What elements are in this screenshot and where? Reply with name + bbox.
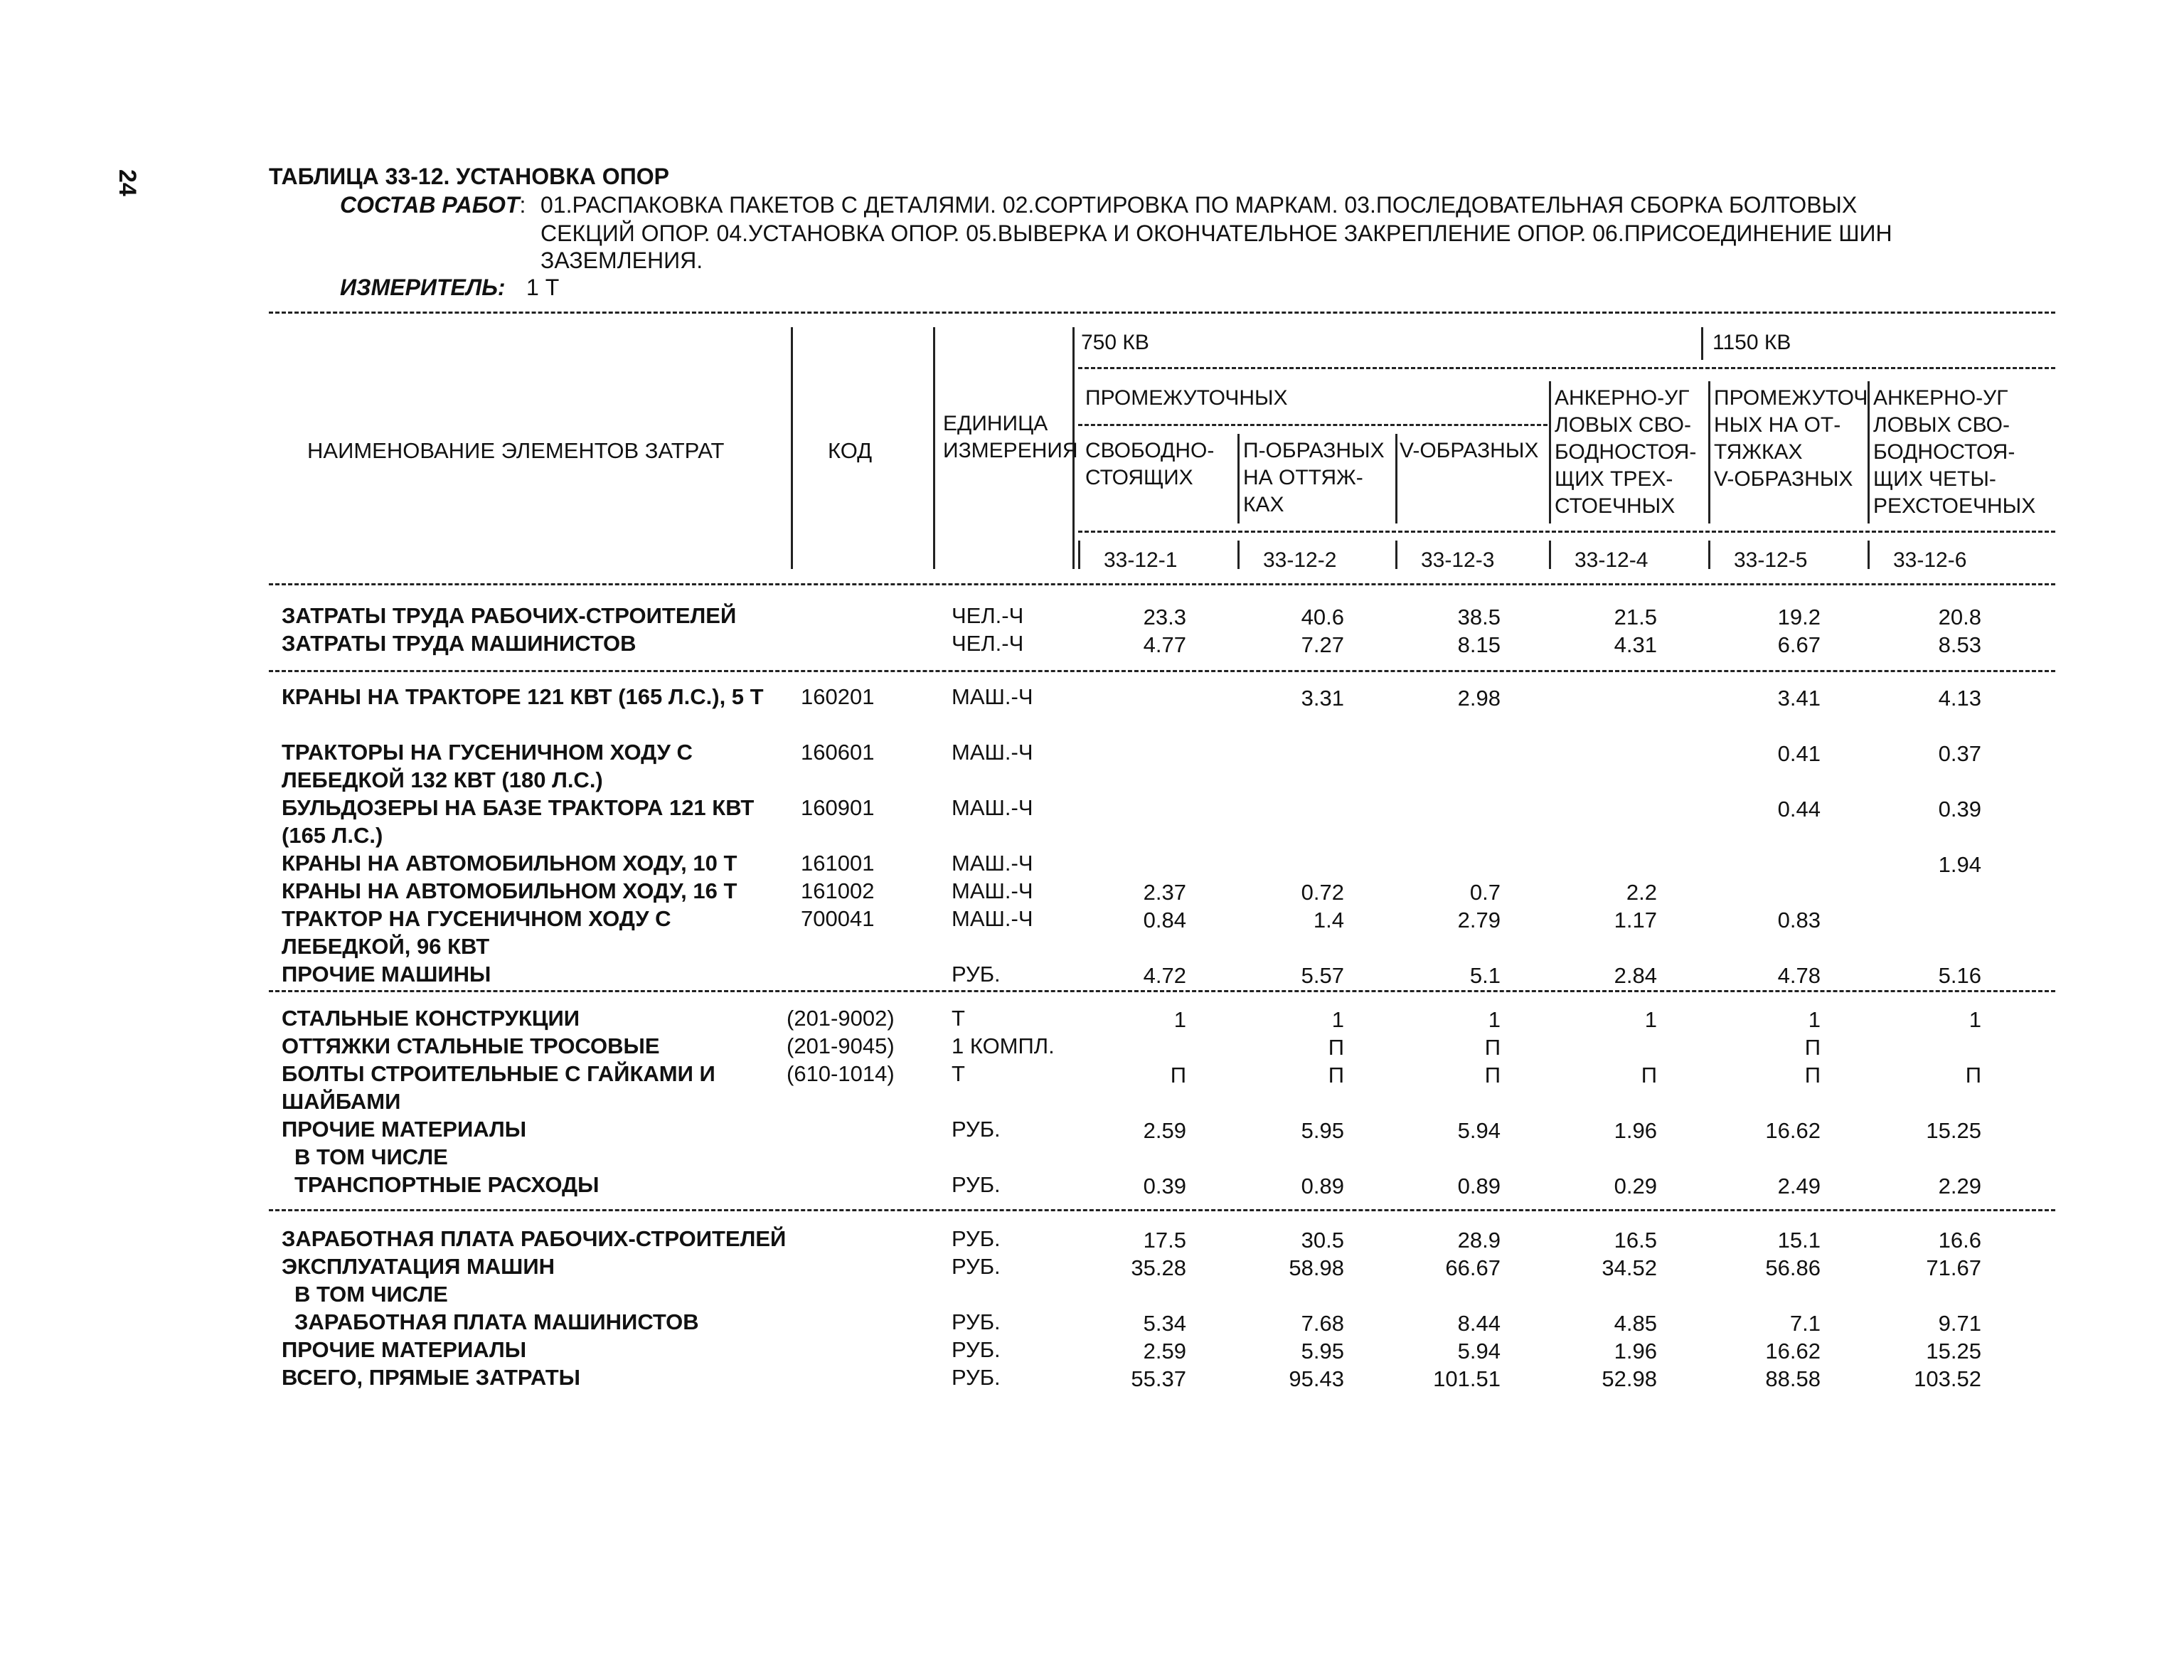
header-col2-c: КАХ [1243,493,1284,516]
row-value: 1.17 [1614,908,1657,932]
row-value: 35.28 [1131,1255,1186,1280]
col-separator [1868,381,1870,523]
row-value: 17.5 [1143,1228,1186,1253]
row-unit: РУБ. [952,1254,1001,1279]
row-value: 3.41 [1777,686,1821,711]
row-value: П [1965,1063,1981,1088]
row-value: 0.7 [1469,880,1501,905]
row-value: 40.6 [1301,605,1344,629]
row-value: 95.43 [1289,1366,1344,1391]
row-unit: МАШ.-Ч [952,684,1033,709]
work-line-3: ЗАЗЕМЛЕНИЯ. [540,248,703,273]
row-value: 58.98 [1289,1255,1344,1280]
row-unit: Т [952,1006,965,1031]
header-750kv: 750 КВ [1081,331,1149,354]
col-separator [1237,541,1240,569]
work-line-2: СЕКЦИЙ ОПОР. 04.УСТАНОВКА ОПОР. 05.ВЫВЕРКА И ОКОНЧАТЕЛЬНОЕ ЗАКРЕПЛЕНИЕ ОПОР. 06.ПРИСОЕДИНЕНИЕ ШИН [540,220,1892,246]
row-value: 8.53 [1938,632,1981,657]
row-name: ПРОЧИЕ МАШИНЫ [282,962,491,987]
row-unit: МАШ.-Ч [952,851,1033,876]
row-value: 15.25 [1926,1118,1981,1143]
row-value: 2.59 [1143,1118,1186,1143]
row-value: 5.95 [1301,1118,1344,1143]
row-value: 5.34 [1143,1311,1186,1336]
row-value: 8.44 [1457,1311,1501,1336]
header-col3: V-ОБРАЗНЫХ [1400,439,1539,462]
col-separator [1708,541,1710,569]
row-value: 28.9 [1457,1228,1501,1253]
rule [269,990,2055,992]
row-name: БОЛТЫ СТРОИТЕЛЬНЫЕ С ГАЙКАМИ И ШАЙБАМИ [282,1061,715,1114]
row-code: 161002 [801,878,875,903]
header-col4-d: ЩИХ ТРЕХ- [1555,467,1673,491]
col-separator [1237,434,1240,523]
row-value: 1 [1173,1007,1186,1032]
row-value: 4.72 [1143,963,1186,988]
row-name: КРАНЫ НА АВТОМОБИЛЬНОМ ХОДУ, 10 Т [282,851,737,876]
header-col1-a: СВОБОДНО- [1085,439,1215,462]
header-col6-d: ЩИХ ЧЕТЫ- [1873,467,1996,491]
row-value: 56.86 [1765,1255,1821,1280]
row-value: 1.96 [1614,1339,1657,1363]
row-code: 160201 [801,684,875,709]
row-value: 15.1 [1777,1228,1821,1253]
row-code: (610-1014) [787,1061,895,1086]
row-name: КРАНЫ НА ТРАКТОРЕ 121 КВТ (165 Л.С.), 5 Т [282,684,764,709]
row-value: 6.67 [1777,632,1821,657]
row-code: 161001 [801,851,875,876]
header-col5-b: НЫХ НА ОТ- [1714,413,1841,437]
row-unit: РУБ. [952,1226,1001,1251]
row-value: 1.4 [1313,908,1344,932]
row-value: 7.27 [1301,632,1344,657]
row-value: 5.1 [1469,963,1501,988]
row-name: ЗАРАБОТНАЯ ПЛАТА МАШИНИСТОВ [294,1309,699,1334]
header-col6-c: БОДНОСТОЯ- [1873,440,2015,464]
row-unit: МАШ.-Ч [952,740,1033,765]
header-code-2: 33-12-2 [1263,548,1337,572]
row-value: 16.5 [1614,1228,1657,1253]
row-value: 0.29 [1614,1174,1657,1198]
row-name: КРАНЫ НА АВТОМОБИЛЬНОМ ХОДУ, 16 Т [282,878,737,903]
header-col2-a: П-ОБРАЗНЫХ [1243,439,1385,462]
row-unit: МАШ.-Ч [952,906,1033,931]
rule [269,1209,2055,1211]
row-value: 101.51 [1433,1366,1501,1391]
col-separator [1868,541,1870,569]
row-value: 21.5 [1614,605,1657,629]
col-separator [1549,541,1551,569]
header-col1-b: СТОЯЩИХ [1085,466,1193,489]
header-col4-e: СТОЕЧНЫХ [1555,494,1676,518]
row-value: 38.5 [1457,605,1501,629]
row-value: 9.71 [1938,1311,1981,1336]
row-value: 4.77 [1143,632,1186,657]
row-value: 0.84 [1143,908,1186,932]
row-code: 700041 [801,906,875,931]
header-col4-c: БОДНОСТОЯ- [1555,440,1697,464]
row-value: 1 [1331,1007,1344,1032]
row-value: 5.16 [1938,963,1981,988]
row-unit: МАШ.-Ч [952,878,1033,903]
row-value: 1.94 [1938,852,1981,877]
row-value: 1 [1488,1007,1501,1032]
row-unit: 1 КОМПЛ. [952,1033,1055,1058]
row-value: 5.94 [1457,1339,1501,1363]
row-value: П [1804,1063,1821,1088]
row-value: 88.58 [1765,1366,1821,1391]
row-name: БУЛЬДОЗЕРЫ НА БАЗЕ ТРАКТОРА 121 КВТ (165 Л.С.) [282,795,755,848]
rule [269,312,2055,314]
row-value: 5.57 [1301,963,1344,988]
row-value: 30.5 [1301,1228,1344,1253]
rule [1078,531,2055,533]
col-separator [1701,327,1703,360]
row-code: (201-9002) [787,1006,895,1031]
row-value: 1 [1644,1007,1657,1032]
row-name: ВСЕГО, ПРЯМЫЕ ЗАТРАТЫ [282,1365,580,1390]
row-value: П [1641,1063,1657,1088]
row-name: В ТОМ ЧИСЛЕ [294,1144,448,1169]
row-value: П [1328,1035,1344,1060]
row-value: 16.62 [1765,1339,1821,1363]
header-col5-c: ТЯЖКАХ [1714,440,1803,464]
row-value: 15.25 [1926,1339,1981,1363]
header-col2-b: НА ОТТЯЖ- [1243,466,1363,489]
row-name: ЗАТРАТЫ ТРУДА РАБОЧИХ-СТРОИТЕЛЕЙ [282,603,737,628]
row-value: 0.83 [1777,908,1821,932]
header-code-3: 33-12-3 [1421,548,1495,572]
row-value: 2.59 [1143,1339,1186,1363]
row-value: 52.98 [1602,1366,1657,1391]
row-value: 7.68 [1301,1311,1344,1336]
row-unit: РУБ. [952,962,1001,987]
row-value: 8.15 [1457,632,1501,657]
row-value: 0.41 [1777,741,1821,766]
row-value: 4.13 [1938,686,1981,711]
row-value: 1 [1808,1007,1821,1032]
row-name: ТРАКТОР НА ГУСЕНИЧНОМ ХОДУ С ЛЕБЕДКОЙ, 96 КВТ [282,906,671,959]
row-value: 23.3 [1143,605,1186,629]
row-name: ПРОЧИЕ МАТЕРИАЛЫ [282,1117,527,1142]
row-unit: РУБ. [952,1337,1001,1362]
work-line-1: 01.РАСПАКОВКА ПАКЕТОВ С ДЕТАЛЯМИ. 02.СОРТИРОВКА ПО МАРКАМ. 03.ПОСЛЕДОВАТЕЛЬНАЯ СБОРКА БОЛТОВЫХ [540,192,1858,218]
row-value: 4.85 [1614,1311,1657,1336]
row-value: 5.95 [1301,1339,1344,1363]
row-value: 2.84 [1614,963,1657,988]
header-col4-a: АНКЕРНО-УГ [1555,386,1690,410]
rule [1078,367,2055,369]
row-code: (201-9045) [787,1033,895,1058]
rule [269,670,2055,672]
table-title: ТАБЛИЦА 33-12. УСТАНОВКА ОПОР [269,164,669,189]
row-value: 0.39 [1938,797,1981,822]
row-value: 2.98 [1457,686,1501,711]
row-value: 3.31 [1301,686,1344,711]
row-unit: РУБ. [952,1309,1001,1334]
row-code: 160601 [801,740,875,765]
row-value: 0.89 [1301,1174,1344,1198]
row-value: 1.96 [1614,1118,1657,1143]
measure-value: 1 Т [526,275,560,300]
header-col5-a: ПРОМЕЖУТОЧ [1714,386,1868,410]
header-col4-b: ЛОВЫХ СВО- [1555,413,1691,437]
header-col6-e: РЕХСТОЕЧНЫХ [1873,494,2036,518]
row-value: 5.94 [1457,1118,1501,1143]
row-value: 34.52 [1602,1255,1657,1280]
row-name: ЗАРАБОТНАЯ ПЛАТА РАБОЧИХ-СТРОИТЕЛЕЙ [282,1226,787,1251]
page-number: 24 [114,169,141,196]
row-value: 2.79 [1457,908,1501,932]
row-name: ЭКСПЛУАТАЦИЯ МАШИН [282,1254,555,1279]
row-value: 0.37 [1938,741,1981,766]
row-value: 0.72 [1301,880,1344,905]
header-unit-2: ИЗМЕРЕНИЯ [943,439,1078,462]
row-value: 2.49 [1777,1174,1821,1198]
col-separator [1078,541,1080,569]
row-value: 71.67 [1926,1255,1981,1280]
header-code-4: 33-12-4 [1575,548,1648,572]
row-value: П [1804,1035,1821,1060]
header-unit-1: ЕДИНИЦА [943,412,1048,435]
row-value: 1 [1969,1007,1981,1032]
col-separator [1395,541,1397,569]
row-value: 2.29 [1938,1174,1981,1198]
row-value: 16.6 [1938,1228,1981,1253]
col-separator [1708,381,1710,523]
col-separator [791,327,793,569]
rule [1078,424,1548,426]
row-name: ПРОЧИЕ МАТЕРИАЛЫ [282,1337,527,1362]
row-value: 20.8 [1938,605,1981,629]
row-name: ЗАТРАТЫ ТРУДА МАШИНИСТОВ [282,631,636,656]
row-value: 0.44 [1777,797,1821,822]
row-unit: РУБ. [952,1365,1001,1390]
row-name: ОТТЯЖКИ СТАЛЬНЫЕ ТРОСОВЫЕ [282,1033,660,1058]
work-label: СОСТАВ РАБОТ: [340,192,526,218]
row-unit: РУБ. [952,1117,1001,1142]
measure-label: ИЗМЕРИТЕЛЬ: [340,275,506,300]
header-code: КОД [828,438,873,463]
row-value: 0.39 [1143,1174,1186,1198]
row-value: 66.67 [1445,1255,1501,1280]
row-value: 4.78 [1777,963,1821,988]
header-col6-b: ЛОВЫХ СВО- [1873,413,2010,437]
row-value: 7.1 [1789,1311,1821,1336]
header-code-5: 33-12-5 [1734,548,1808,572]
header-1150kv: 1150 КВ [1712,331,1791,354]
row-name: В ТОМ ЧИСЛЕ [294,1282,448,1307]
row-unit: ЧЕЛ.-Ч [952,603,1024,628]
header-intermediate: ПРОМЕЖУТОЧНЫХ [1085,386,1288,410]
row-unit: Т [952,1061,965,1086]
header-col6-a: АНКЕРНО-УГ [1873,386,2008,410]
header-code-6: 33-12-6 [1893,548,1967,572]
row-code: 160901 [801,795,875,820]
row-name: ТРАКТОРЫ НА ГУСЕНИЧНОМ ХОДУ С ЛЕБЕДКОЙ 132 КВТ (180 Л.С.) [282,740,693,792]
row-value: П [1484,1063,1501,1088]
col-separator [1395,434,1397,523]
row-value: П [1170,1063,1186,1088]
header-code-1: 33-12-1 [1104,548,1178,572]
row-value: 19.2 [1777,605,1821,629]
row-value: 2.2 [1626,880,1657,905]
header-name: НАИМЕНОВАНИЕ ЭЛЕМЕНТОВ ЗАТРАТ [307,438,725,463]
rule [269,583,2055,585]
row-name: СТАЛЬНЫЕ КОНСТРУКЦИИ [282,1006,580,1031]
header-col5-d: V-ОБРАЗНЫХ [1714,467,1853,491]
row-value: 2.37 [1143,880,1186,905]
row-unit: ЧЕЛ.-Ч [952,631,1024,656]
row-unit: МАШ.-Ч [952,795,1033,820]
row-value: 16.62 [1765,1118,1821,1143]
col-separator [933,327,935,569]
row-unit: РУБ. [952,1172,1001,1197]
row-value: П [1484,1035,1501,1060]
row-value: 103.52 [1914,1366,1981,1391]
col-separator [1549,381,1551,523]
row-value: 4.31 [1614,632,1657,657]
row-value: 0.89 [1457,1174,1501,1198]
row-value: 55.37 [1131,1366,1186,1391]
row-value: П [1328,1063,1344,1088]
row-name: ТРАНСПОРТНЫЕ РАСХОДЫ [294,1172,600,1197]
